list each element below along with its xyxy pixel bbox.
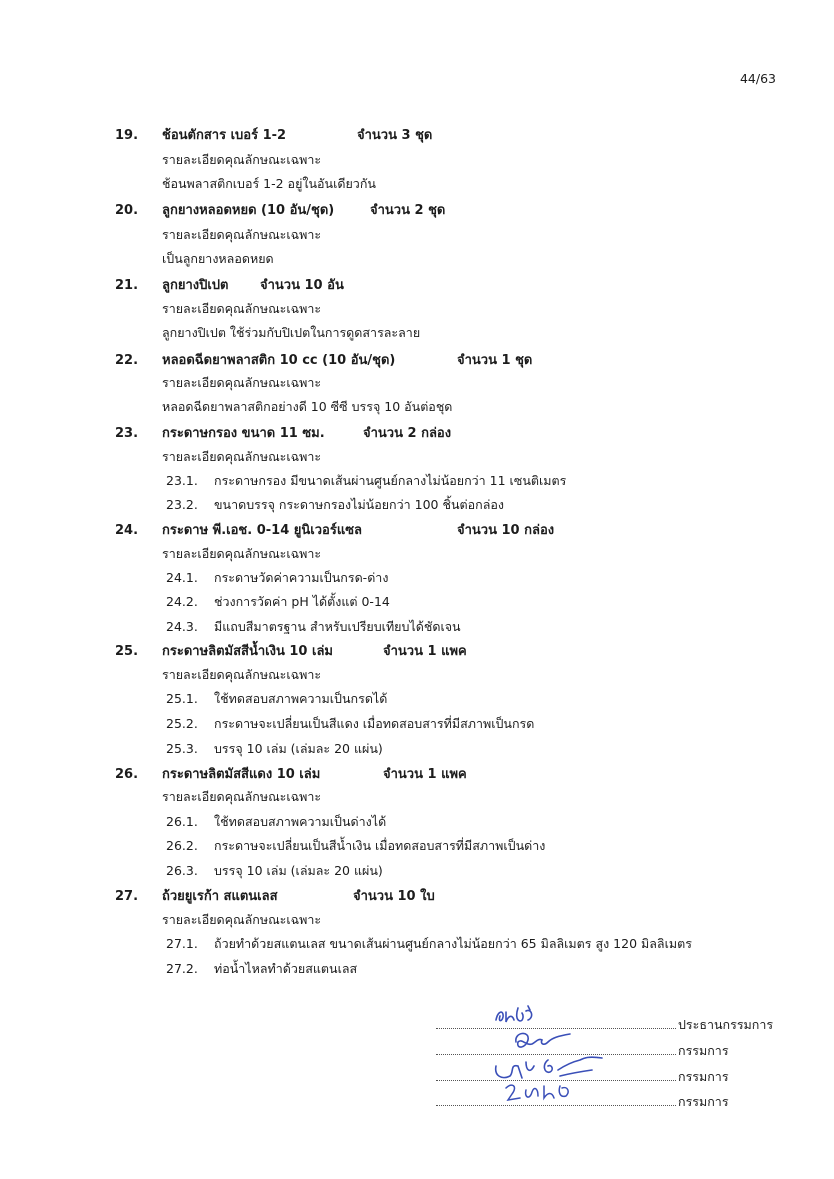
item-name: ลูกยางปิเปต: [162, 278, 229, 293]
sub-item-text: ขนาดบรรจุ กระดาษกรองไม่น้อยกว่า 100 ชิ้นต่อกล่อง: [214, 497, 504, 512]
sub-item-number: 26.2.: [166, 838, 198, 853]
sub-item-text: บรรจุ 10 เล่ม (เล่มละ 20 แผ่น): [214, 741, 383, 756]
sub-item: [166, 739, 383, 759]
sub-item-text: กระดาษวัดค่าความเป็นกรด-ด่าง: [214, 570, 389, 585]
item-heading: [115, 199, 446, 220]
item-number: 21.: [115, 278, 139, 293]
item-number: 25.: [115, 644, 139, 659]
sub-item-number: 23.2.: [166, 497, 198, 512]
detail-label: รายละเอียดคุณลักษณะเฉพาะ: [162, 227, 322, 242]
item-quantity: จำนวน 10 ใบ: [353, 889, 435, 904]
signature-role: กรรมการ: [678, 1043, 729, 1058]
item-number: 22.: [115, 353, 139, 368]
item-quantity: จำนวน 1 แพค: [383, 644, 467, 659]
signature-role: กรรมการ: [678, 1094, 729, 1109]
detail-text: เป็นลูกยางหลอดหยด: [162, 251, 274, 266]
sub-item-text: ช่วงการวัดค่า pH ได้ตั้งแต่ 0-14: [214, 594, 390, 609]
item-quantity: จำนวน 1 แพค: [383, 767, 467, 782]
item-heading: [115, 640, 467, 661]
sub-item-text: ใช้ทดสอบสภาพความเป็นด่างได้: [214, 814, 387, 829]
sub-item-text: กระดาษจะเปลี่ยนเป็นสีแดง เมื่อทดสอบสารที่มีสภาพเป็นกรด: [214, 716, 535, 731]
page-number: 44/63: [739, 71, 776, 86]
item-heading: [115, 274, 344, 295]
item-heading: [115, 885, 435, 906]
item-number: 23.: [115, 426, 139, 441]
sub-item-number: 27.1.: [166, 936, 198, 951]
sub-item: [166, 689, 387, 709]
signature-line-chair: [436, 1015, 773, 1035]
sub-item-number: 26.1.: [166, 814, 198, 829]
sub-item: [166, 836, 545, 856]
detail-text: ช้อนพลาสติกเบอร์ 1-2 อยู่ในอันเดียวกัน: [162, 176, 376, 191]
sub-item: [166, 592, 390, 612]
item-number: 24.: [115, 523, 139, 538]
sub-item-number: 24.2.: [166, 594, 198, 609]
item-name: ช้อนตักสาร เบอร์ 1-2: [162, 128, 287, 143]
detail-label: รายละเอียดคุณลักษณะเฉพาะ: [162, 152, 322, 167]
item-name: กระดาษกรอง ขนาด 11 ซม.: [162, 426, 325, 441]
item-quantity: จำนวน 10 อัน: [260, 278, 344, 293]
detail-text: หลอดฉีดยาพลาสติกอย่างดี 10 ซีซี บรรจุ 10 อันต่อชุด: [162, 399, 453, 414]
sub-item-text: ใช้ทดสอบสภาพความเป็นกรดได้: [214, 691, 388, 706]
sub-item-text: บรรจุ 10 เล่ม (เล่มละ 20 แผ่น): [214, 863, 383, 878]
detail-label: รายละเอียดคุณลักษณะเฉพาะ: [162, 789, 322, 804]
sub-item-text: กระดาษกรอง มีขนาดเส้นผ่านศูนย์กลางไม่น้อยกว่า 11 เซนติเมตร: [214, 473, 567, 488]
item-number: 20.: [115, 203, 139, 218]
item-name: ลูกยางหลอดหยด (10 อัน/ชุด): [162, 203, 335, 218]
item-name: กระดาษ พี.เอช. 0-14 ยูนิเวอร์แซล: [162, 523, 362, 538]
sub-item: [166, 471, 566, 491]
item-heading: [115, 124, 433, 145]
handwritten-signature: [502, 1080, 582, 1104]
sub-item: [166, 959, 357, 979]
item-quantity: จำนวน 1 ชุด: [457, 353, 533, 368]
item-name: ถ้วยยูเรก้า สแตนเลส: [162, 889, 278, 904]
sub-item-number: 25.1.: [166, 691, 198, 706]
item-quantity: จำนวน 2 กล่อง: [363, 426, 452, 441]
sub-item: [166, 714, 534, 734]
detail-label: รายละเอียดคุณลักษณะเฉพาะ: [162, 546, 322, 561]
sub-item-text: มีแถบสีมาตรฐาน สำหรับเปรียบเทียบได้ชัดเจน: [214, 619, 461, 634]
detail-label: รายละเอียดคุณลักษณะเฉพาะ: [162, 449, 322, 464]
sub-item-number: 27.2.: [166, 961, 198, 976]
sub-item: [166, 934, 692, 954]
sub-item-number: 26.3.: [166, 863, 198, 878]
item-quantity: จำนวน 3 ชุด: [357, 128, 433, 143]
sub-item-number: 23.1.: [166, 473, 198, 488]
sub-item-number: 24.1.: [166, 570, 198, 585]
sub-item-text: ถ้วยทำด้วยสแตนเลส ขนาดเส้นผ่านศูนย์กลางไม่น้อยกว่า 65 มิลลิเมตร สูง 120 มิลลิเมตร: [214, 936, 692, 951]
sub-item: [166, 495, 504, 515]
detail-label: รายละเอียดคุณลักษณะเฉพาะ: [162, 375, 322, 390]
sub-item-number: 24.3.: [166, 619, 198, 634]
item-heading: [115, 763, 467, 784]
item-heading: [115, 349, 533, 370]
item-name: กระดาษลิตมัสสีน้ำเงิน 10 เล่ม: [162, 644, 333, 659]
sub-item-number: 25.2.: [166, 716, 198, 731]
item-name: กระดาษลิตมัสสีแดง 10 เล่ม: [162, 767, 321, 782]
item-number: 26.: [115, 767, 139, 782]
item-number: 27.: [115, 889, 139, 904]
sub-item: [166, 861, 383, 881]
signature-role: กรรมการ: [678, 1069, 729, 1084]
sub-item-text: ท่อน้ำไหลทำด้วยสแตนเลส: [214, 961, 358, 976]
item-number: 19.: [115, 128, 139, 143]
sub-item: [166, 617, 461, 637]
item-quantity: จำนวน 10 กล่อง: [457, 523, 555, 538]
sub-item-number: 25.3.: [166, 741, 198, 756]
item-heading: [115, 422, 452, 443]
detail-text: ลูกยางปิเปต ใช้ร่วมกับปิเปตในการดูดสารละลาย: [162, 325, 421, 340]
handwritten-signature: [492, 1002, 552, 1028]
signature-line-member: [436, 1092, 729, 1112]
sub-item: [166, 568, 388, 588]
item-name: หลอดฉีดยาพลาสติก 10 cc (10 อัน/ชุด): [162, 353, 396, 368]
item-quantity: จำนวน 2 ชุด: [370, 203, 446, 218]
sub-item-text: กระดาษจะเปลี่ยนเป็นสีน้ำเงิน เมื่อทดสอบสารที่มีสภาพเป็นด่าง: [214, 838, 546, 853]
detail-label: รายละเอียดคุณลักษณะเฉพาะ: [162, 912, 322, 927]
detail-label: รายละเอียดคุณลักษณะเฉพาะ: [162, 301, 322, 316]
handwritten-signature: [510, 1028, 580, 1054]
sub-item: [166, 812, 386, 832]
item-heading: [115, 519, 555, 540]
signature-role: ประธานกรรมการ: [678, 1017, 774, 1032]
detail-label: รายละเอียดคุณลักษณะเฉพาะ: [162, 667, 322, 682]
